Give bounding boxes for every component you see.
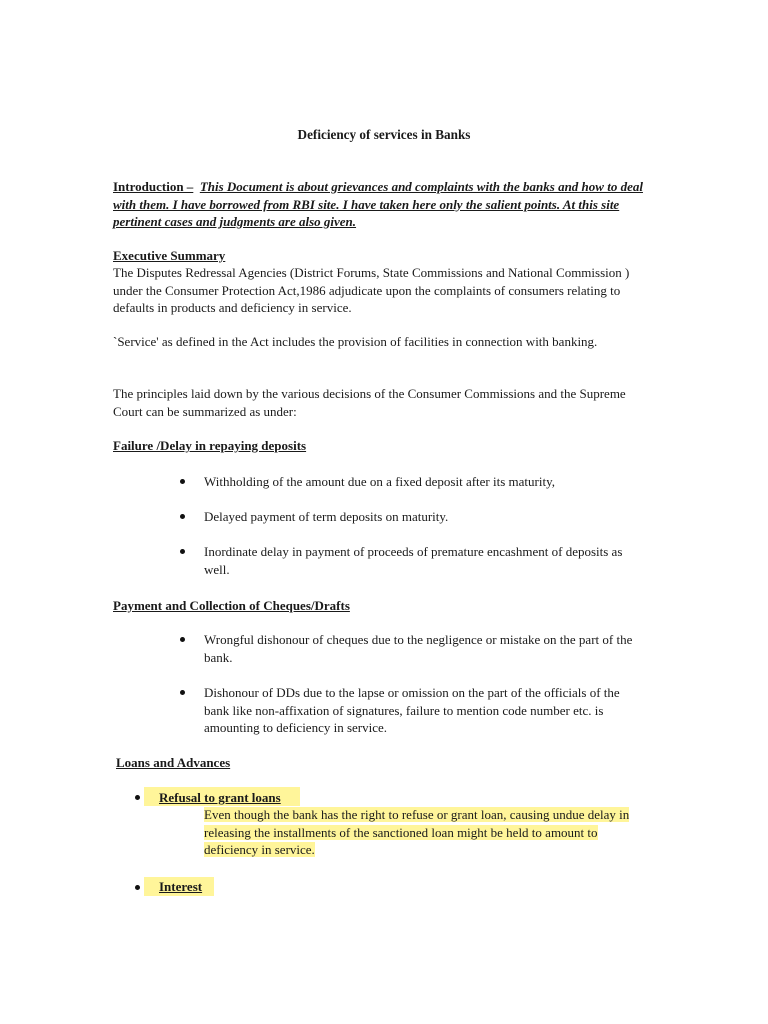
deposit-item-1: Withholding of the amount due on a fixed deposit after its maturity, bbox=[204, 474, 555, 489]
cheque-item-1: Wrongful dishonour of cheques due to the negligence or mistake on the part of the bank. bbox=[204, 632, 633, 665]
loan-item-1-text: Even though the bank has the right to refuse or grant loan, causing undue delay in releasing the installments of the sanctioned loan might be held to amount to deficiency in service. bbox=[204, 807, 630, 857]
bullet-icon bbox=[180, 690, 185, 695]
bullet-icon bbox=[180, 514, 185, 519]
deposit-item-3: Inordinate delay in payment of proceeds of premature encashment of deposits as well. bbox=[204, 544, 623, 577]
loans-heading: Loans and Advances bbox=[116, 755, 231, 770]
deposits-heading: Failure /Delay in repaying deposits bbox=[113, 438, 307, 453]
cheques-heading: Payment and Collection of Cheques/Drafts bbox=[113, 598, 350, 613]
exec-summary-p3: The principles laid down by the various decisions of the Consumer Commissions and the Supreme Court can be summarized as under: bbox=[113, 386, 626, 419]
bullet-icon bbox=[135, 885, 140, 890]
bullet-icon bbox=[180, 549, 185, 554]
bullet-icon bbox=[180, 637, 185, 642]
document-title: Deficiency of services in Banks bbox=[297, 127, 471, 142]
bullet-icon bbox=[180, 479, 185, 484]
exec-summary-p2: `Service' as defined in the Act includes the provision of facilities in connection with banking. bbox=[113, 334, 598, 349]
exec-summary-heading: Executive Summary bbox=[113, 248, 226, 263]
bullet-icon bbox=[135, 795, 140, 800]
loan-item-2-title: Interest bbox=[159, 879, 203, 894]
cheque-item-2: Dishonour of DDs due to the lapse or omission on the part of the officials of the bank like non-affixation of signatures, failure to mention code number etc. is amounting to deficiency in service. bbox=[204, 685, 620, 735]
introduction bbox=[113, 178, 658, 231]
intro-label: Introduction – bbox=[113, 179, 194, 194]
exec-summary-p1: The Disputes Redressal Agencies (District Forums, State Commissions and National Commission ) under the Consumer Protection Act,1986 adjudicate upon the complaints of consumers relating to defaults in products and deficiency in service. bbox=[113, 265, 630, 315]
loan-item-1-title: Refusal to grant loans bbox=[159, 790, 281, 805]
loan-item-1-text-block bbox=[204, 806, 654, 859]
deposit-item-2: Delayed payment of term deposits on maturity. bbox=[204, 509, 449, 524]
intro-text: This Document is about grievances and complaints with the banks and how to deal with them. I have borrowed from RBI site. I have taken here only the salient points. At this site pertinent cases and judgments are also given. bbox=[113, 179, 643, 229]
